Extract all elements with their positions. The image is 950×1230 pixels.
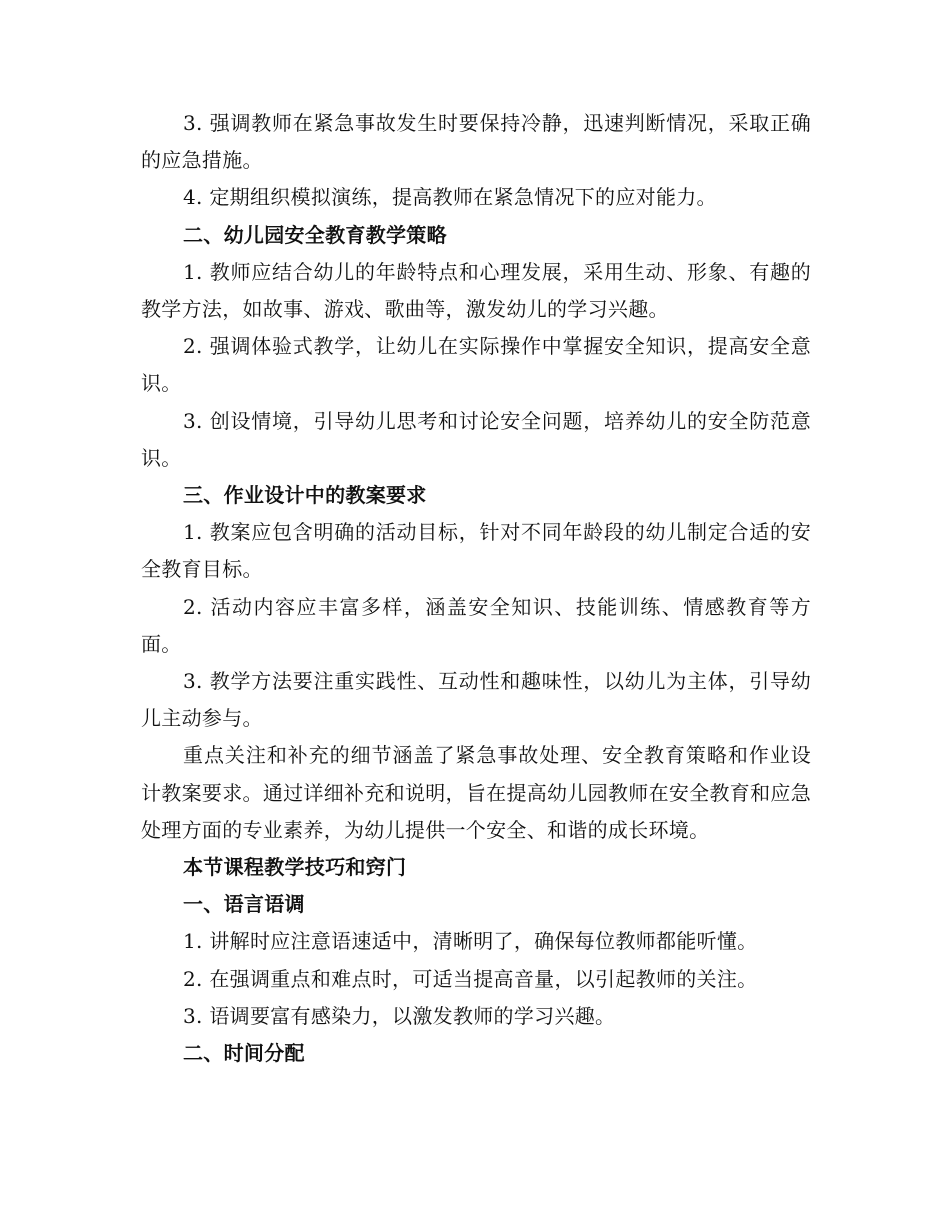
list-item-emergency-4: 4. 定期组织模拟演练，提高教师在紧急情况下的应对能力。 [183,185,717,210]
summary-paragraph: 重点关注和补充的细节涵盖了紧急事故处理、安全教育策略和作业设计教案要求。通过详细补充和说明，旨在提高幼儿园教师在安全教育和应急处理方面的专业素养，为幼儿提供一个安全、和谐的成长环境。 [141,743,811,842]
list-item-strategy-3: 3. 创设情境，引导幼儿思考和讨论安全问题，培养幼儿的安全防范意识。 [141,408,811,470]
list-item-plan-2: 2. 活动内容应丰富多样，涵盖安全知识、技能训练、情感教育等方面。 [141,594,811,656]
list-item-language-2: 2. 在强调重点和难点时，可适当提高音量，以引起教师的关注。 [183,966,758,991]
list-item-language-1: 1. 讲解时应注意语速适中，清晰明了，确保每位教师都能听懂。 [183,929,758,954]
section-heading-lesson-plan: 三、作业设计中的教案要求 [183,483,427,508]
section-heading-tips: 本节课程教学技巧和窍门 [183,855,407,880]
section-heading-teaching-strategy: 二、幼儿园安全教育教学策略 [183,222,447,247]
list-item-plan-3: 3. 教学方法要注重实践性、互动性和趣味性，以幼儿为主体，引导幼儿主动参与。 [141,669,811,731]
list-item-plan-1: 1. 教案应包含明确的活动目标，针对不同年龄段的幼儿制定合适的安全教育目标。 [141,520,811,582]
section-heading-language: 一、语言语调 [183,892,305,917]
section-heading-time: 二、时间分配 [183,1041,305,1066]
list-item-strategy-2: 2. 强调体验式教学，让幼儿在实际操作中掌握安全知识，提高安全意识。 [141,334,811,396]
list-item-strategy-1: 1. 教师应结合幼儿的年龄特点和心理发展，采用生动、形象、有趣的教学方法，如故事、游戏、歌曲等，激发幼儿的学习兴趣。 [141,259,811,322]
list-item-emergency-3: 3. 强调教师在紧急事故发生时要保持冷静，迅速判断情况，采取正确的应急措施。 [141,111,811,173]
document-body [141,105,811,1072]
list-item-language-3: 3. 语调要富有感染力，以激发教师的学习兴趣。 [183,1003,616,1028]
